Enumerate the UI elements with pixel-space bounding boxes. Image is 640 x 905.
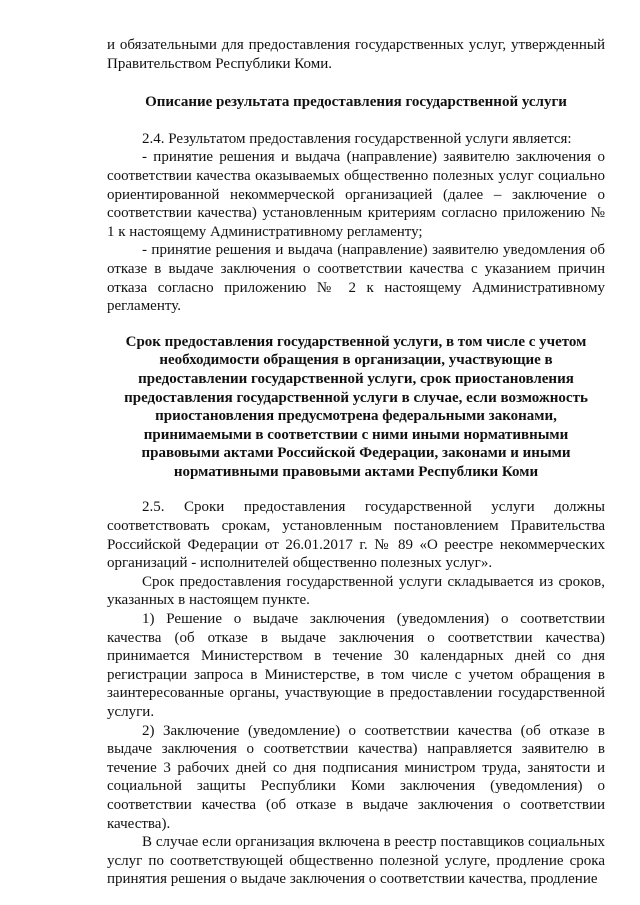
paragraph-term-sum: Срок предоставления государственной услуги складывается из сроков, указанных в настоящем пункте.: [107, 573, 605, 609]
paragraph-register: В случае если организация включена в реестр поставщиков социальных услуг по соответствующей общественно полезной услуге, продление срока принятия решения о выдаче заключения о соответствии качества, продление: [107, 834, 605, 888]
intro-paragraph: и обязательными для предоставления государственных услуг, утвержденный Правительством Республики Коми.: [107, 37, 605, 72]
section-heading-result: Описание результата предоставления государственной услуги: [145, 94, 567, 111]
paragraph-2-5: 2.5. Сроки предоставления государственной услуги должны соответствовать срокам, установленным постановлением Правительства Российской Федерации от 26.01.2017 г. № 89 «О реестре некоммерческих организаций - исполнителей общественно полезных услуг».: [107, 499, 605, 572]
paragraph-2-4: 2.4. Результатом предоставления государственной услуги является:: [142, 130, 572, 147]
paragraph-2-4-item-2: - принятие решения и выдача (направление) заявителю уведомления об отказе в выдаче заключения о соответствии качества с указанием причин отказа согласно приложению № 2 к настоящему Административному регламенту.: [107, 242, 605, 315]
paragraph-2-4-item-1: - принятие решения и выдача (направление) заявителю заключения о соответствии качества оказываемых общественно полезных услуг социально ориентированной некоммерческой организацией (далее – заключение о соответствии качества) установленным критериям согласно приложению № 1 к настоящему Административному регламенту;: [107, 149, 605, 240]
paragraph-item-1: 1) Решение о выдаче заключения (уведомления) о соответствии качества (об отказе в выдаче заключения о соответствии качества) принимается Министерством в течение 30 календарных дней со дня регистрации запроса в Министерстве, в том числе с учетом обращения в заинтересованные органы, участвующие в предоставлении государственной услуги.: [107, 611, 605, 720]
paragraph-item-2: 2) Заключение (уведомление) о соответствии качества (об отказе в выдаче заключения о соответствии качества) направляется заявителю в течение 3 рабочих дней со дня подписания министром труда, занятости и социальной защиты Республики Коми заключения (уведомления) о соответствии качества (об отказе в выдаче заключения о соответствии качества).: [107, 722, 605, 832]
document-page: [107, 36, 605, 889]
section-heading-term: Срок предоставления государственной услуги, в том числе с учетом необходимости обращения в организации, участвующие в предоставлении государственной услуги, срок приостановления предоставления государственной услуги в случае, если возможность приостановления предусмотрена федеральными законами, принимаемыми в соответствии с ними иными нормативными правовыми актами Российской Федерации, законами и иными нормативными правовыми актами Республики Коми: [124, 333, 588, 480]
